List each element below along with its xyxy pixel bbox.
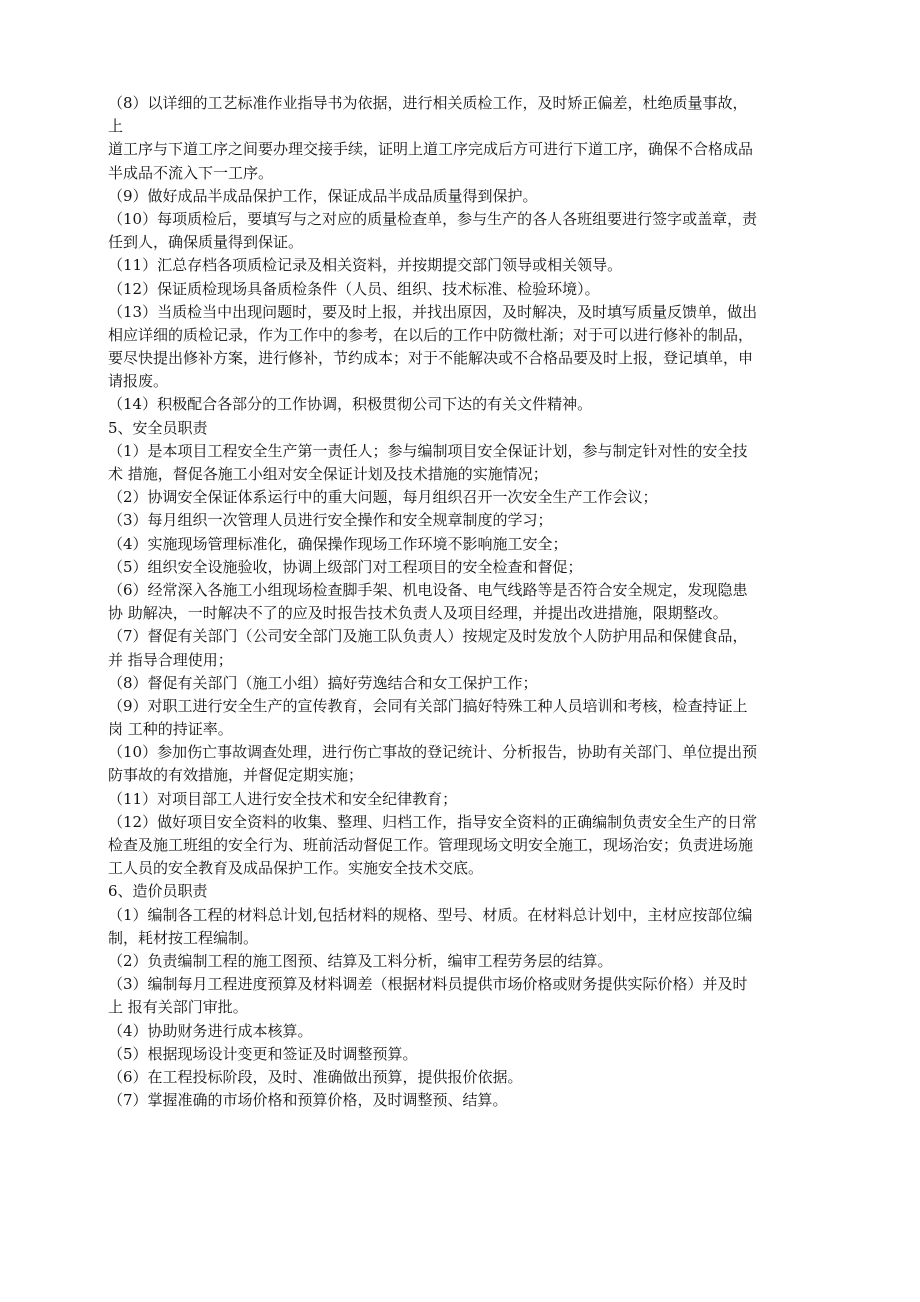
text-line: 并 指导合理使用； xyxy=(108,650,233,669)
text-line: 请报废。 xyxy=(108,372,169,391)
text-line: 检查及施工班组的安全行为、班前活动督促工作。管理现场文明安全施工，现场治安；负责进场施 xyxy=(108,836,754,854)
text-line: 制，耗材按工程编制。 xyxy=(108,928,259,947)
text-line: 防事故的有效措施，并督促定期实施； xyxy=(108,766,364,785)
text-line: （14）积极配合各部分的工作协调，积极贯彻公司下达的有关文件精神。 xyxy=(108,395,593,414)
text-line: 协 助解决，一时解决不了的应及时报告技术负责人及项目经理，并提出改进措施，限期整改。 xyxy=(108,604,728,623)
text-line: （1）是本项目工程安全生产第一责任人；参与编制项目安全保证计划，参与制定针对性的安全技 xyxy=(108,441,748,460)
text-line: （3）编制每月工程进度预算及材料调差（根据材料员提供市场价格或财务提供实际价格）并及时 xyxy=(108,975,748,994)
text-line: （10）每项质检后，要填写与之对应的质量检查单，参与生产的各人各班组要进行签字或盖章，责 xyxy=(108,209,758,228)
text-line: （11）汇总存档各项质检记录及相关资料，并按期提交部门领导或相关领导。 xyxy=(108,256,623,275)
section-heading-cost-estimator: 6、造价员职责 xyxy=(108,882,208,901)
section-heading-safety-officer: 5、安全员职责 xyxy=(108,418,208,437)
text-line: （10）参加伤亡事故调查处理，进行伤亡事故的登记统计、分析报告，协助有关部门、单位提出预 xyxy=(108,743,758,762)
text-line: （5）组织安全设施验收，协调上级部门对工程项目的安全检查和督促； xyxy=(108,557,583,576)
text-line: （9）做好成品半成品保护工作，保证成品半成品质量得到保护。 xyxy=(108,186,538,205)
document-page xyxy=(108,92,820,1112)
text-line: （4）协助财务进行成本核算。 xyxy=(108,1021,313,1040)
text-line: 半成品不流入下一工序。 xyxy=(108,163,274,182)
text-line: （3）每月组织一次管理人员进行安全操作和安全规章制度的学习； xyxy=(108,511,553,530)
text-line: 上 报有关部门审批。 xyxy=(108,998,248,1017)
text-line: 要尽快提出修补方案，进行修补，节约成本；对于不能解决或不合格品要及时上报，登记填单，申 xyxy=(108,349,754,368)
text-line: （12）保证质检现场具备质检条件（人员、组织、技术标准、检验环境）。 xyxy=(108,279,600,298)
text-line: 相应详细的质检记录，作为工作中的参考，在以后的工作中防微杜渐；对于可以进行修补的制品， xyxy=(108,325,754,344)
text-line: （1）编制各工程的材料总计划,包括材料的规格、型号、材质。在材料总计划中，主材应按部位编 xyxy=(108,905,753,924)
text-line: （6）在工程投标阶段，及时、准确做出预算，提供报价依据。 xyxy=(108,1067,523,1086)
text-line: （2）负责编制工程的施工图预、结算及工料分析，编审工程劳务层的结算。 xyxy=(108,951,613,970)
text-line: （7）督促有关部门（公司安全部门及施工队负责人）按规定及时发放个人防护用品和保健食品， xyxy=(108,627,748,646)
text-line: （8）以详细的工艺标准作业指导书为依据，进行相关质检工作，及时矫正偏差，杜绝质量事故， xyxy=(108,94,748,112)
text-line: （13）当质检当中出现问题时，要及时上报，并找出原因，及时解决，及时填写质量反馈单，做出 xyxy=(108,302,758,321)
text-line: （6）经常深入各施工小组现场检查脚手架、机电设备、电气线路等是否符合安全规定，发现隐患 xyxy=(108,580,748,599)
text-line: （9）对职工进行安全生产的宣传教育，会同有关部门搞好特殊工种人员培训和考核，检查持证上 xyxy=(108,696,748,715)
text-line: （12）做好项目安全资料的收集、整理、归档工作，指导安全资料的正确编制负责安全生产的日常 xyxy=(108,812,758,831)
text-line: 上 xyxy=(108,117,124,136)
text-line: 岗 工种的持证率。 xyxy=(108,720,233,739)
text-line: （2）协调安全保证体系运行中的重大问题，每月组织召开一次安全生产工作会议； xyxy=(108,488,658,507)
text-line: 工人员的安全教育及成品保护工作。实施安全技术交底。 xyxy=(108,859,484,878)
text-line: （8）督促有关部门（施工小组）搞好劳逸结合和女工保护工作； xyxy=(108,673,538,692)
text-line: （11）对项目部工人进行安全技术和安全纪律教育； xyxy=(108,789,458,808)
text-line: （4）实施现场管理标准化，确保操作现场工作环境不影响施工安全； xyxy=(108,534,568,553)
text-line: （7）掌握准确的市场价格和预算价格，及时调整预、结算。 xyxy=(108,1091,508,1110)
text-line: 术 措施，督促各施工小组对安全保证计划及技术措施的实施情况； xyxy=(108,465,548,483)
text-line: 任到人，确保质量得到保证。 xyxy=(108,233,304,252)
text-line: 道工序与下道工序之间要办理交接手续，证明上道工序完成后方可进行下道工序，确保不合格成品 xyxy=(108,140,754,159)
text-line: （5）根据现场设计变更和签证及时调整预算。 xyxy=(108,1044,418,1063)
